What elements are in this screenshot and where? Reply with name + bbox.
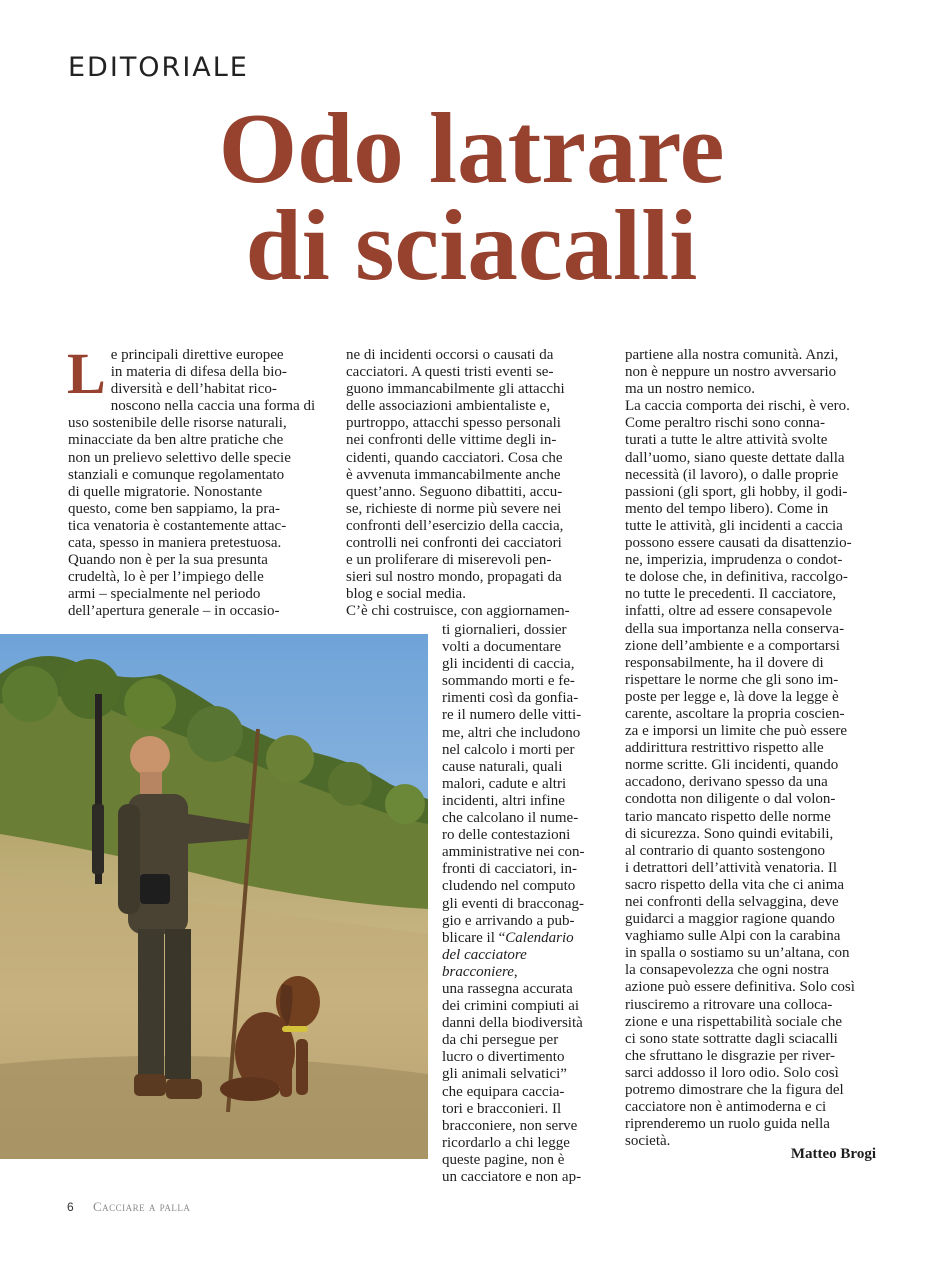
magazine-title: Cacciare a palla <box>93 1199 191 1214</box>
calendar-title: Calendario del cacciatore bracconiere <box>442 929 574 980</box>
title-line-1: Odo latrare <box>218 92 725 204</box>
hunter-photo <box>0 634 428 1159</box>
column-2b-text-b: , una rassegna accurata dei crimini compiuti ai danni della biodiversità da chi persegue per lucro o divertimento gli animali selvatici” che equipara caccia- tori e bracconieri. Il bracconiere, non serve ricordarlo a chi legge queste pagine, non è un cacciatore e non ap- <box>442 963 583 1185</box>
article-column-3 <box>625 347 877 1150</box>
column-3-text: partiene alla nostra comunità. Anzi, non è neppure un nostro avversario ma un nostro nemico. La caccia comporta dei rischi, è vero. Come peraltro rischi sono conna- turati a tutte le altre attività svolte dall’uomo, siano queste dettate dalla necessità (il lavoro), o dalle proprie passioni (gli sport, gli hobby, il godi- mento del tempo libero). Come in tutte le attività, gli incidenti a caccia possono essere causati da disattenzio- ne, imperizia, imprudenza o condot- te dolose che, in definitiva, raccolgo- no tutte le precedenti. Il cacciatore, infatti, oltre ad essere consapevole della sua importanza nella conserva- zione dell’ambiente e a comportarsi responsabilmente, ha il dovere di rispettare le norme che gli sono im- poste per legge e, là dove la legge è carente, ascoltare la propria coscien- za e imporsi un limite che può essere addirittura restrittivo rispetto alle norme scritte. Gli incidenti, quando accadono, derivano spesso da una condotta non diligente o dal volon- tario mancato rispetto delle norme di sicurezza. Sono quindi evitabili, al contrario di quanto sostengono i detrattori dell’attività venatoria. Il sacro rispetto della vita che ci anima nei confronti della selvaggina, deve guidarci a maggior ragione quando vaghiamo sulle Alpi con la carabina in spalla o sostiamo su un’altana, con la consapevolezza che ogni nostra azione può essere definitiva. Solo così riusciremo a ritrovare una colloca- zione e una rispettabilità sociale che ci sono state sottratte dagli sciacalli che sfruttano le disgrazie per river- sarci addosso il loro odio. Solo così potremo dimostrare che la figura del cacciatore non è antimoderna e ci riprenderemo un ruolo guida nella società. <box>625 347 855 1150</box>
column-1-text: e principali direttive europee in materia di difesa della bio- diversità e dell’habitat rico- noscono nella caccia una forma di uso sostenibile delle risorse naturali, minacciate da ben altre pratiche che non un prelievo selettivo delle specie stanziali e comunque regolamentato di quelle migratorie. Nonostante questo, come ben sappiamo, la pra- tica venatoria è costantemente attac- cata, spesso in maniera pretestuosa. Quando non è per la sua presunta crudeltà, lo è per l’impiego delle armi – specialmente nel periodo dell’apertura generale – in occasio- <box>68 347 316 620</box>
column-2b-text-a: ti giornalieri, dossier volti a documentare gli incidenti di caccia, sommando morti e fe- rimenti così da gonfia- re il numero delle vitti- me, altri che includono nel calcolo i morti per cause naturali, quali malori, cadute e altri incidenti, altri infine che calcolano il nume- ro delle contestazioni amministrative nei con- fronti di cacciatori, in- cludendo nel computo gli eventi di bracconag- gio e arrivando a pub- blicare il “ <box>442 622 585 946</box>
article-column-1 <box>67 341 318 621</box>
column-2b-text <box>442 622 602 1186</box>
page-number: 6 <box>67 1200 74 1214</box>
author-signature: Matteo Brogi <box>790 1146 876 1162</box>
hunter-photo-illustration <box>0 634 428 1159</box>
section-label: EDITORIALE <box>68 52 249 83</box>
page-title <box>0 92 943 301</box>
column-2-text: ne di incidenti occorsi o causati da cacciatori. A questi tristi eventi se- guono immancabilmente gli attacchi delle associazioni ambientaliste e, purtroppo, attacchi spesso personali nei confronti delle vittime degli in- cidenti, quando cacciatori. Cosa che è avvenuta immancabilmente anche quest’anno. Seguono dibattiti, accu- se, richieste di norme più severe nei confronti dell’esercizio della caccia, controlli nei confronti dei cacciatori e un proliferare di miserevoli pen- sieri sul nostro mondo, propagati da blog e social media. C’è chi costruisce, con aggiornamen- <box>346 347 570 620</box>
title-line-2: di sciacalli <box>245 189 698 301</box>
drop-cap: L <box>67 341 106 406</box>
article-column-2-continued <box>442 622 602 1186</box>
article-column-2 <box>346 347 598 621</box>
